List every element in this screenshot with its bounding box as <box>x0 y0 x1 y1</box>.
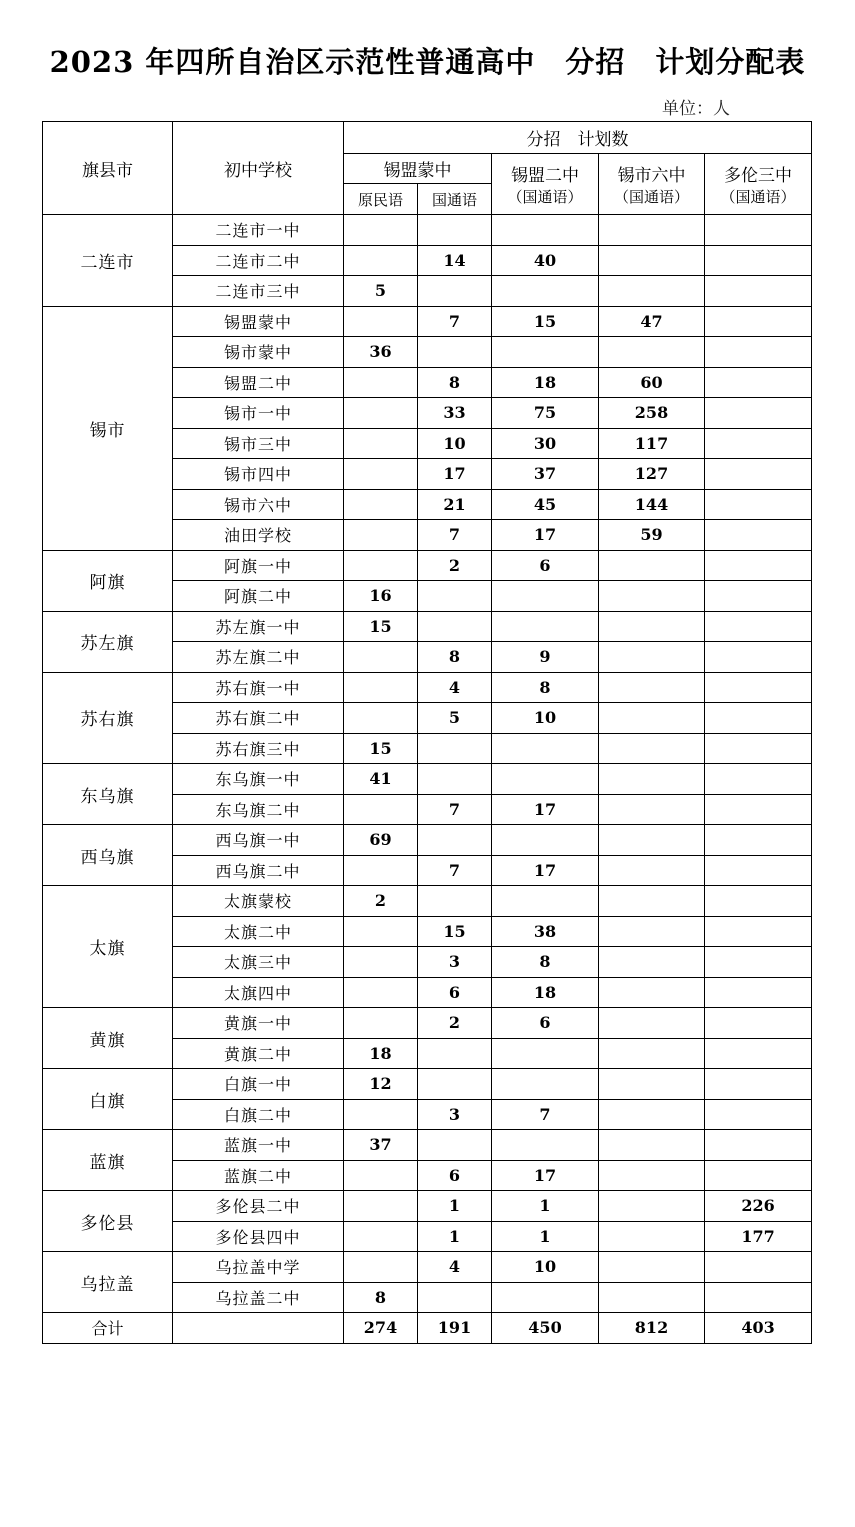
value-cell <box>344 550 418 581</box>
value-cell: 17 <box>492 794 599 825</box>
school-cell: 多伦县二中 <box>173 1191 344 1222</box>
school-cell: 苏右旗三中 <box>173 733 344 764</box>
county-cell: 蓝旗 <box>43 1130 173 1191</box>
value-cell: 18 <box>492 977 599 1008</box>
value-cell <box>705 1069 812 1100</box>
value-cell <box>599 245 705 276</box>
value-cell <box>705 215 812 246</box>
header-sub-native: 原民语 <box>344 184 418 215</box>
value-cell <box>705 947 812 978</box>
value-cell <box>705 306 812 337</box>
table-row <box>43 306 812 337</box>
table-row <box>43 1069 812 1100</box>
total-row <box>43 1313 812 1344</box>
value-cell <box>705 1099 812 1130</box>
value-cell <box>599 550 705 581</box>
school-cell: 锡市蒙中 <box>173 337 344 368</box>
value-cell: 15 <box>344 611 418 642</box>
value-cell <box>599 947 705 978</box>
value-cell: 8 <box>344 1282 418 1313</box>
value-cell: 33 <box>418 398 492 429</box>
table-row <box>43 550 812 581</box>
school-cell: 苏右旗二中 <box>173 703 344 734</box>
value-cell: 16 <box>344 581 418 612</box>
value-cell: 5 <box>344 276 418 307</box>
value-cell: 226 <box>705 1191 812 1222</box>
value-cell: 37 <box>344 1130 418 1161</box>
header-xs6-name: 锡市六中 <box>617 166 686 186</box>
value-cell <box>344 916 418 947</box>
header-school: 初中学校 <box>173 122 344 215</box>
value-cell <box>705 611 812 642</box>
value-cell: 2 <box>418 550 492 581</box>
school-cell: 太旗三中 <box>173 947 344 978</box>
value-cell: 41 <box>344 764 418 795</box>
value-cell <box>599 672 705 703</box>
school-cell: 苏左旗二中 <box>173 642 344 673</box>
value-cell: 18 <box>492 367 599 398</box>
value-cell <box>344 1221 418 1252</box>
value-cell: 15 <box>492 306 599 337</box>
value-cell: 47 <box>599 306 705 337</box>
value-cell <box>705 1008 812 1039</box>
value-cell <box>418 764 492 795</box>
value-cell <box>492 1130 599 1161</box>
value-cell: 45 <box>492 489 599 520</box>
county-cell: 多伦县 <box>43 1191 173 1252</box>
value-cell: 7 <box>418 520 492 551</box>
value-cell: 3 <box>418 1099 492 1130</box>
value-cell <box>705 337 812 368</box>
value-cell <box>599 276 705 307</box>
value-cell <box>705 1252 812 1283</box>
value-cell <box>344 855 418 886</box>
header-xm2-name: 锡盟二中 <box>511 166 579 186</box>
school-cell: 二连市二中 <box>173 245 344 276</box>
value-cell: 8 <box>418 367 492 398</box>
value-cell <box>599 1038 705 1069</box>
value-cell: 8 <box>492 672 599 703</box>
header-sub-national: 国通语 <box>418 184 492 215</box>
header-xmmz: 锡盟蒙中 <box>344 154 492 184</box>
value-cell: 17 <box>492 520 599 551</box>
value-cell <box>492 886 599 917</box>
value-cell <box>418 886 492 917</box>
school-cell: 锡市六中 <box>173 489 344 520</box>
value-cell <box>599 337 705 368</box>
county-cell: 苏左旗 <box>43 611 173 672</box>
school-cell: 太旗二中 <box>173 916 344 947</box>
table-row <box>43 672 812 703</box>
value-cell <box>599 916 705 947</box>
value-cell <box>492 764 599 795</box>
value-cell: 6 <box>418 977 492 1008</box>
value-cell: 5 <box>418 703 492 734</box>
value-cell: 4 <box>418 672 492 703</box>
total-value-cell: 191 <box>418 1313 492 1344</box>
header-dl3-name: 多伦三中 <box>724 166 793 186</box>
value-cell: 10 <box>492 703 599 734</box>
school-cell: 白旗一中 <box>173 1069 344 1100</box>
value-cell <box>344 1160 418 1191</box>
value-cell: 1 <box>418 1221 492 1252</box>
value-cell <box>344 245 418 276</box>
value-cell <box>705 581 812 612</box>
header-xm2 <box>492 154 599 215</box>
value-cell: 6 <box>492 550 599 581</box>
county-cell: 东乌旗 <box>43 764 173 825</box>
value-cell: 4 <box>418 1252 492 1283</box>
value-cell <box>705 733 812 764</box>
value-cell: 59 <box>599 520 705 551</box>
county-cell: 太旗 <box>43 886 173 1008</box>
value-cell <box>599 215 705 246</box>
value-cell <box>705 764 812 795</box>
value-cell: 258 <box>599 398 705 429</box>
value-cell <box>344 977 418 1008</box>
value-cell: 37 <box>492 459 599 490</box>
value-cell <box>705 672 812 703</box>
value-cell <box>599 886 705 917</box>
total-school-empty <box>173 1313 344 1344</box>
school-cell: 蓝旗二中 <box>173 1160 344 1191</box>
school-cell: 乌拉盖二中 <box>173 1282 344 1313</box>
value-cell <box>344 428 418 459</box>
value-cell: 10 <box>492 1252 599 1283</box>
school-cell: 锡市四中 <box>173 459 344 490</box>
value-cell <box>418 733 492 764</box>
school-cell: 苏左旗一中 <box>173 611 344 642</box>
value-cell: 18 <box>344 1038 418 1069</box>
value-cell <box>492 1038 599 1069</box>
table-row <box>43 1008 812 1039</box>
value-cell <box>705 520 812 551</box>
total-value-cell: 450 <box>492 1313 599 1344</box>
value-cell <box>492 1282 599 1313</box>
value-cell <box>344 306 418 337</box>
school-cell: 乌拉盖中学 <box>173 1252 344 1283</box>
value-cell: 30 <box>492 428 599 459</box>
value-cell <box>705 977 812 1008</box>
value-cell <box>418 1038 492 1069</box>
school-cell: 锡盟二中 <box>173 367 344 398</box>
value-cell: 17 <box>492 1160 599 1191</box>
value-cell: 3 <box>418 947 492 978</box>
header-county: 旗县市 <box>43 122 173 215</box>
value-cell <box>705 1160 812 1191</box>
value-cell: 177 <box>705 1221 812 1252</box>
county-cell: 锡市 <box>43 306 173 550</box>
value-cell <box>599 794 705 825</box>
school-cell: 阿旗一中 <box>173 550 344 581</box>
value-cell <box>599 825 705 856</box>
school-cell: 黄旗二中 <box>173 1038 344 1069</box>
value-cell <box>492 276 599 307</box>
school-cell: 西乌旗二中 <box>173 855 344 886</box>
school-cell: 太旗蒙校 <box>173 886 344 917</box>
value-cell <box>344 1252 418 1283</box>
county-cell: 苏右旗 <box>43 672 173 764</box>
value-cell <box>418 825 492 856</box>
county-cell: 阿旗 <box>43 550 173 611</box>
total-value-cell: 274 <box>344 1313 418 1344</box>
value-cell <box>599 1160 705 1191</box>
county-cell: 乌拉盖 <box>43 1252 173 1313</box>
value-cell <box>599 1130 705 1161</box>
value-cell <box>599 1252 705 1283</box>
value-cell <box>344 703 418 734</box>
value-cell <box>705 459 812 490</box>
value-cell <box>344 215 418 246</box>
value-cell <box>344 398 418 429</box>
value-cell <box>599 581 705 612</box>
value-cell <box>705 1282 812 1313</box>
value-cell: 15 <box>418 916 492 947</box>
table-row <box>43 764 812 795</box>
value-cell <box>492 337 599 368</box>
value-cell: 2 <box>344 886 418 917</box>
value-cell <box>344 489 418 520</box>
value-cell: 14 <box>418 245 492 276</box>
value-cell <box>492 1069 599 1100</box>
value-cell: 8 <box>418 642 492 673</box>
school-cell: 太旗四中 <box>173 977 344 1008</box>
school-cell: 锡市一中 <box>173 398 344 429</box>
value-cell <box>492 611 599 642</box>
value-cell: 1 <box>418 1191 492 1222</box>
value-cell <box>418 1282 492 1313</box>
allocation-table <box>42 121 812 1344</box>
county-cell: 黄旗 <box>43 1008 173 1069</box>
value-cell <box>705 794 812 825</box>
value-cell <box>705 825 812 856</box>
value-cell <box>599 1099 705 1130</box>
value-cell: 6 <box>418 1160 492 1191</box>
table-row <box>43 886 812 917</box>
value-cell: 38 <box>492 916 599 947</box>
value-cell <box>705 489 812 520</box>
school-cell: 多伦县四中 <box>173 1221 344 1252</box>
school-cell: 阿旗二中 <box>173 581 344 612</box>
value-cell <box>705 855 812 886</box>
header-dl3 <box>705 154 812 215</box>
value-cell: 1 <box>492 1221 599 1252</box>
value-cell <box>705 1038 812 1069</box>
value-cell: 7 <box>418 855 492 886</box>
value-cell <box>344 520 418 551</box>
value-cell: 144 <box>599 489 705 520</box>
value-cell <box>344 642 418 673</box>
value-cell <box>599 1008 705 1039</box>
header-plan: 分招 计划数 <box>344 122 812 154</box>
school-cell: 东乌旗一中 <box>173 764 344 795</box>
value-cell <box>705 428 812 459</box>
school-cell: 蓝旗一中 <box>173 1130 344 1161</box>
value-cell: 12 <box>344 1069 418 1100</box>
value-cell: 7 <box>418 794 492 825</box>
value-cell: 17 <box>492 855 599 886</box>
value-cell: 60 <box>599 367 705 398</box>
value-cell <box>418 276 492 307</box>
value-cell <box>344 1191 418 1222</box>
value-cell <box>344 672 418 703</box>
value-cell <box>418 581 492 612</box>
total-label: 合计 <box>43 1313 173 1344</box>
school-cell: 西乌旗一中 <box>173 825 344 856</box>
school-cell: 二连市一中 <box>173 215 344 246</box>
value-cell <box>599 1282 705 1313</box>
value-cell <box>344 1099 418 1130</box>
value-cell <box>599 855 705 886</box>
value-cell: 15 <box>344 733 418 764</box>
value-cell: 9 <box>492 642 599 673</box>
value-cell: 127 <box>599 459 705 490</box>
value-cell: 7 <box>418 306 492 337</box>
table-row <box>43 215 812 246</box>
county-cell: 白旗 <box>43 1069 173 1130</box>
value-cell <box>418 1130 492 1161</box>
value-cell <box>705 916 812 947</box>
table-row <box>43 1191 812 1222</box>
table-row <box>43 1130 812 1161</box>
value-cell <box>599 977 705 1008</box>
school-cell: 黄旗一中 <box>173 1008 344 1039</box>
value-cell: 40 <box>492 245 599 276</box>
value-cell: 2 <box>418 1008 492 1039</box>
value-cell: 6 <box>492 1008 599 1039</box>
header-row-1 <box>43 122 812 154</box>
value-cell <box>599 1191 705 1222</box>
value-cell <box>418 611 492 642</box>
value-cell <box>344 1008 418 1039</box>
table-row <box>43 611 812 642</box>
value-cell <box>599 764 705 795</box>
table-row <box>43 1252 812 1283</box>
value-cell: 8 <box>492 947 599 978</box>
header-xs6-sub: （国通语） <box>613 188 689 206</box>
value-cell <box>705 276 812 307</box>
value-cell <box>492 733 599 764</box>
value-cell: 36 <box>344 337 418 368</box>
value-cell <box>599 733 705 764</box>
school-cell: 锡盟蒙中 <box>173 306 344 337</box>
value-cell: 1 <box>492 1191 599 1222</box>
school-cell: 油田学校 <box>173 520 344 551</box>
value-cell: 7 <box>492 1099 599 1130</box>
school-cell: 锡市三中 <box>173 428 344 459</box>
county-cell: 西乌旗 <box>43 825 173 886</box>
value-cell <box>599 1069 705 1100</box>
value-cell <box>344 459 418 490</box>
value-cell <box>344 794 418 825</box>
total-value-cell: 812 <box>599 1313 705 1344</box>
county-cell: 二连市 <box>43 215 173 307</box>
value-cell: 75 <box>492 398 599 429</box>
value-cell <box>705 1130 812 1161</box>
value-cell <box>344 367 418 398</box>
header-dl3-sub: （国通语） <box>720 188 796 206</box>
table-row <box>43 825 812 856</box>
value-cell: 117 <box>599 428 705 459</box>
value-cell <box>492 215 599 246</box>
value-cell <box>418 215 492 246</box>
total-value-cell: 403 <box>705 1313 812 1344</box>
value-cell <box>705 703 812 734</box>
value-cell: 69 <box>344 825 418 856</box>
value-cell <box>705 367 812 398</box>
header-xm2-sub: （国通语） <box>507 188 583 206</box>
value-cell <box>705 550 812 581</box>
value-cell <box>492 825 599 856</box>
school-cell: 二连市三中 <box>173 276 344 307</box>
header-xs6 <box>599 154 705 215</box>
value-cell <box>418 337 492 368</box>
value-cell <box>705 245 812 276</box>
value-cell <box>492 581 599 612</box>
school-cell: 苏右旗一中 <box>173 672 344 703</box>
value-cell <box>599 703 705 734</box>
value-cell <box>344 947 418 978</box>
value-cell <box>705 398 812 429</box>
value-cell <box>705 886 812 917</box>
value-cell <box>599 642 705 673</box>
value-cell: 17 <box>418 459 492 490</box>
value-cell <box>418 1069 492 1100</box>
value-cell <box>705 642 812 673</box>
value-cell: 10 <box>418 428 492 459</box>
value-cell: 21 <box>418 489 492 520</box>
value-cell <box>599 1221 705 1252</box>
page-title: 2023 年四所自治区示范性普通高中 分招 计划分配表 <box>49 45 806 79</box>
value-cell <box>599 611 705 642</box>
unit-label: 单位：人 <box>662 99 730 119</box>
school-cell: 白旗二中 <box>173 1099 344 1130</box>
school-cell: 东乌旗二中 <box>173 794 344 825</box>
